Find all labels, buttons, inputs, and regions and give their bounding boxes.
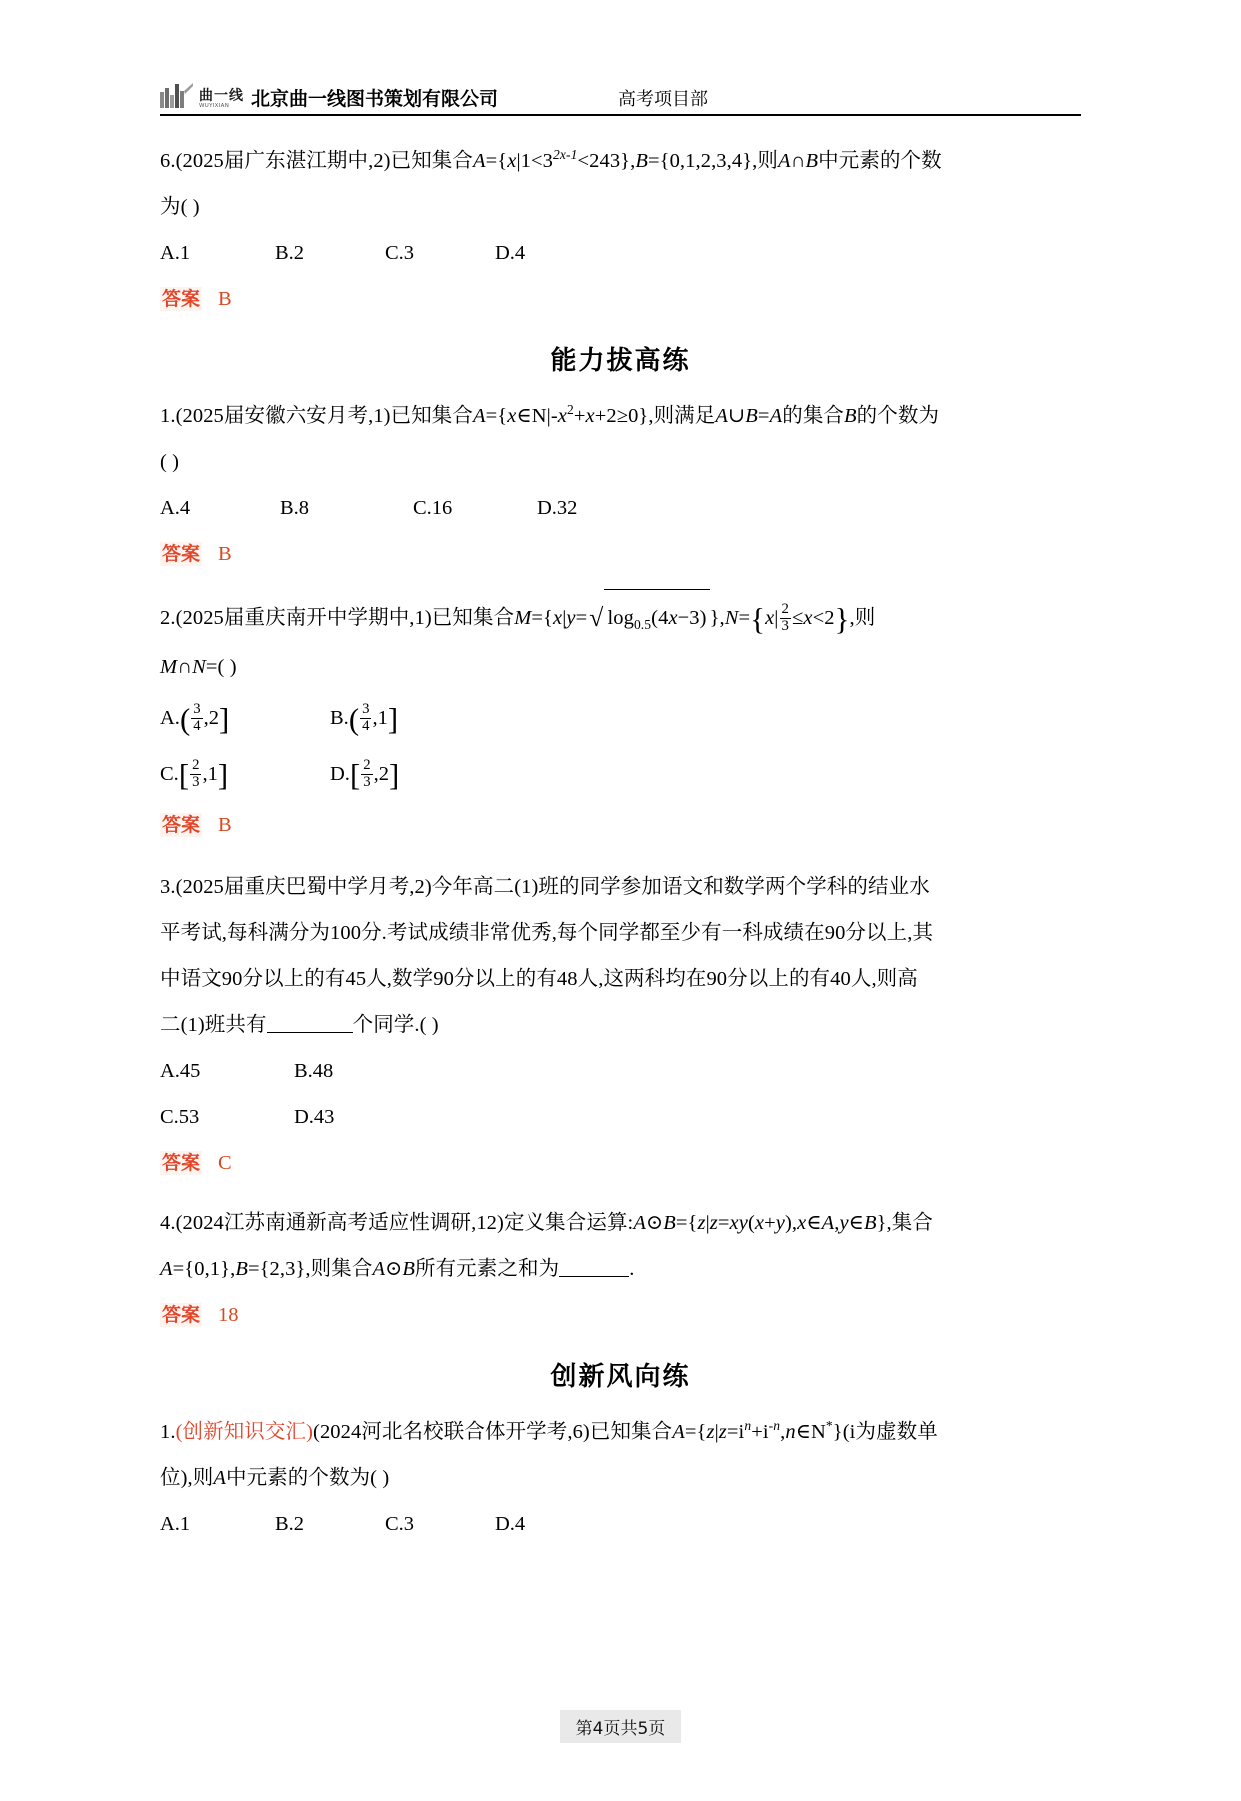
bar-chart-logo-icon bbox=[160, 82, 194, 108]
aq2-option-a-sep: , bbox=[203, 707, 209, 729]
aq2-option-d[interactable] bbox=[330, 746, 399, 802]
aq1-option-b[interactable]: B.8 bbox=[280, 497, 310, 519]
answer-value: B bbox=[218, 543, 232, 565]
iq1-exponent-neg-n: -n bbox=[768, 1418, 781, 1434]
page-number: 第4页共5页 bbox=[560, 1710, 682, 1743]
innovation-q1-options bbox=[160, 1501, 1081, 1547]
aq4-eq-g: ∈ bbox=[806, 1212, 822, 1234]
aq2-option-c-open: [ bbox=[178, 758, 190, 793]
aq2-l2-M: M bbox=[160, 656, 178, 678]
aq2-eq-b: | bbox=[562, 607, 567, 629]
aq2-stem-prefix: 2.(2025届重庆南开中学期中,1)已知集合 bbox=[160, 607, 515, 629]
aq2-log-arg-var: x bbox=[668, 607, 678, 629]
aq1-union-symbol: ∪ bbox=[728, 405, 746, 427]
aq2-option-b-close: ] bbox=[387, 702, 399, 737]
aq2-var-N: N bbox=[724, 607, 739, 629]
iq1-eq-e: , bbox=[780, 1421, 786, 1443]
ability-q2-answer bbox=[160, 802, 1081, 848]
iq1-l2-a: 位),则 bbox=[160, 1467, 214, 1489]
aq1-option-c[interactable]: C.16 bbox=[413, 497, 453, 519]
iq1-l2-b: 中元素的个数为( ) bbox=[225, 1467, 390, 1489]
iq1-option-d[interactable]: D.4 bbox=[495, 1513, 526, 1535]
ability-q1-options bbox=[160, 485, 1081, 531]
page-content bbox=[160, 116, 1081, 1547]
aq3-l4-suffix: 个同学.( ) bbox=[352, 1014, 439, 1036]
aq2-option-c[interactable] bbox=[160, 746, 330, 802]
q6-intersect-symbol: ∩ bbox=[790, 150, 806, 172]
aq1-eq-b: ∈N|- bbox=[516, 405, 558, 427]
iq1-eq-a: ={ bbox=[684, 1421, 707, 1443]
aq2-lt: < bbox=[812, 607, 825, 629]
aq2-log: log bbox=[607, 607, 634, 629]
aq1-eq-g: 的个数为 bbox=[856, 405, 940, 427]
aq4-var-y2: y bbox=[775, 1212, 785, 1234]
q6-eq-1e: 中元素的个数 bbox=[818, 150, 942, 172]
question-6-options bbox=[160, 230, 1081, 276]
aq4-var-z1: z bbox=[697, 1212, 706, 1234]
den: 3 bbox=[363, 773, 371, 790]
question-block-6 bbox=[160, 138, 1081, 322]
aq2-eq-e: = bbox=[738, 607, 751, 629]
ability-q3-options-row-2 bbox=[160, 1094, 1081, 1140]
den: 4 bbox=[193, 717, 201, 734]
aq2-var-M: M bbox=[514, 607, 532, 629]
section-heading-innovation: 创新风向练 bbox=[550, 1362, 691, 1392]
answer-label: 答案 bbox=[162, 1152, 201, 1174]
logo-wordmark bbox=[199, 89, 244, 110]
answer-label: 答案 bbox=[162, 543, 201, 565]
aq2-log-arg-pre: (4 bbox=[651, 607, 669, 629]
q6-exponent: 2x-1 bbox=[553, 147, 578, 163]
iq1-option-a[interactable]: A.1 bbox=[160, 1513, 191, 1535]
q6-var-A: A bbox=[473, 150, 486, 172]
aq2-option-a-frac bbox=[191, 702, 202, 735]
answer-value: B bbox=[218, 288, 232, 310]
page bbox=[0, 46, 1241, 1801]
q6-eq-1b: |1<3 bbox=[516, 150, 554, 172]
aq2-frac-den: 3 bbox=[781, 617, 789, 634]
q6-option-c[interactable]: C.3 bbox=[385, 242, 415, 264]
answer-value: C bbox=[218, 1152, 232, 1174]
q6-option-d[interactable]: D.4 bbox=[495, 242, 526, 264]
aq4-var-B: B bbox=[663, 1212, 676, 1234]
aq1-exponent: 2 bbox=[566, 402, 574, 418]
aq4-l2-a: ={0,1}, bbox=[172, 1258, 236, 1280]
aq2-fraction bbox=[780, 602, 791, 635]
q6-var-A2: A bbox=[777, 150, 791, 172]
ability-q1-line-2: ( ) bbox=[160, 451, 180, 473]
aq2-ineq-bound: 2 bbox=[824, 607, 835, 629]
num: 3 bbox=[362, 700, 370, 717]
aq2-eq-a: ={ bbox=[531, 607, 553, 629]
publisher-logo bbox=[160, 82, 498, 108]
ability-question-block-1 bbox=[160, 393, 1081, 577]
iq1-eq-d: +i bbox=[751, 1421, 769, 1443]
aq2-option-d-frac bbox=[361, 758, 372, 791]
ability-q2-options-row-2 bbox=[160, 746, 1081, 802]
question-6-line-1 bbox=[160, 138, 1081, 184]
ability-q3-options-row-1 bbox=[160, 1048, 1081, 1094]
aq4-l2-B: B bbox=[235, 1258, 248, 1280]
aq1-var-A: A bbox=[473, 405, 486, 427]
aq2-set-bar: | bbox=[774, 607, 779, 629]
aq2-option-b-label: B. bbox=[330, 707, 349, 729]
question-6-line-2: 为( ) bbox=[160, 196, 200, 218]
aq4-eq-a: ={ bbox=[675, 1212, 698, 1234]
iq1-var-z1: z bbox=[706, 1421, 715, 1443]
aq1-var-x2: x bbox=[557, 405, 567, 427]
aq4-stem-prefix: 4.(2024江苏南通新高考适应性调研,12)定义集合运算: bbox=[160, 1212, 634, 1234]
fill-in-blank[interactable] bbox=[559, 1258, 629, 1277]
innovation-question-block-1 bbox=[160, 1409, 1081, 1547]
aq4-eq-c: = bbox=[717, 1212, 730, 1234]
aq2-l2-N: N bbox=[192, 656, 206, 678]
aq2-option-c-label: C. bbox=[160, 763, 179, 785]
logo-wordmark-cn: 曲一线 bbox=[199, 87, 244, 104]
iq1-category-tag: (创新知识交汇) bbox=[175, 1421, 314, 1443]
ability-question-block-3 bbox=[160, 864, 1081, 1186]
q6-option-b[interactable]: B.2 bbox=[275, 242, 305, 264]
aq2-var-y: y bbox=[566, 607, 576, 629]
section-heading-ability: 能力拔高练 bbox=[550, 346, 691, 376]
aq2-option-a-open: ( bbox=[179, 702, 191, 737]
page-header bbox=[160, 46, 1081, 116]
aq3-option-a[interactable]: A.45 bbox=[160, 1060, 201, 1082]
aq1-var-B: B bbox=[745, 405, 758, 427]
aq4-eq-d: ( bbox=[747, 1212, 755, 1234]
aq2-option-c-frac bbox=[190, 758, 201, 791]
q6-option-a[interactable]: A.1 bbox=[160, 242, 191, 264]
iq1-option-c[interactable]: C.3 bbox=[385, 1513, 415, 1535]
q6-stem-prefix: 6.(2025届广东湛江期中,2)已知集合 bbox=[160, 150, 474, 172]
aq2-var-x: x bbox=[553, 607, 563, 629]
ability-q2-options-row-1 bbox=[160, 690, 1081, 746]
num: 2 bbox=[192, 756, 200, 773]
aq2-option-d-right: 2 bbox=[378, 763, 389, 785]
answer-label: 答案 bbox=[162, 1304, 201, 1326]
aq1-var-x: x bbox=[507, 405, 517, 427]
aq1-eq-c: + bbox=[573, 405, 586, 427]
aq2-sqrt bbox=[587, 589, 709, 644]
aq4-odot-symbol: ⊙ bbox=[645, 1212, 664, 1234]
aq2-option-c-close: ] bbox=[217, 758, 229, 793]
aq3-option-d[interactable]: D.43 bbox=[294, 1106, 335, 1128]
aq4-var-A: A bbox=[633, 1212, 646, 1234]
aq4-var-x1: x bbox=[729, 1212, 739, 1234]
q6-var-x: x bbox=[507, 150, 517, 172]
aq4-var-x3: x bbox=[797, 1212, 807, 1234]
aq1-eq-a: ={ bbox=[485, 405, 508, 427]
aq4-l2-A: A bbox=[160, 1258, 173, 1280]
aq2-option-d-sep: , bbox=[373, 763, 379, 785]
aq2-set-var: x bbox=[765, 607, 775, 629]
iq1-stem-prefix: (2024河北名校联合体开学考,6)已知集合 bbox=[313, 1421, 673, 1443]
iq1-l2-A: A bbox=[213, 1467, 226, 1489]
answer-label: 答案 bbox=[162, 814, 201, 836]
aq2-brace-open: { bbox=[750, 602, 766, 637]
aq2-option-a-right: 2 bbox=[208, 707, 219, 729]
aq2-leq: ≤ bbox=[792, 607, 804, 629]
aq4-eq-i: ∈ bbox=[848, 1212, 864, 1234]
aq2-l2-rest: =( ) bbox=[205, 656, 237, 678]
aq4-l2-b: ={2,3},则集合 bbox=[247, 1258, 373, 1280]
aq2-l2-intersect: ∩ bbox=[177, 656, 193, 678]
q6-eq-1c: <243}, bbox=[577, 150, 636, 172]
iq1-option-b[interactable]: B.2 bbox=[275, 1513, 305, 1535]
aq3-option-c[interactable]: C.53 bbox=[160, 1106, 200, 1128]
answer-value: B bbox=[218, 814, 232, 836]
aq1-eq-f: 的集合 bbox=[782, 405, 845, 427]
iq1-eq-f: ∈N bbox=[795, 1421, 826, 1443]
innovation-q1-line-2 bbox=[160, 1455, 1081, 1501]
ability-q3-answer bbox=[160, 1140, 1081, 1186]
iq1-eq-c: =i bbox=[726, 1421, 745, 1443]
answer-label: 答案 bbox=[162, 288, 201, 310]
ability-q4-answer bbox=[160, 1292, 1081, 1338]
ability-q4-line-2 bbox=[160, 1246, 1081, 1292]
aq4-var-x2: x bbox=[754, 1212, 765, 1234]
ability-q3-line-3: 中语文90分以上的有45人,数学90分以上的有48人,这两科均在90分以上的有40人,则高 bbox=[160, 968, 918, 990]
aq4-l2-c: 所有元素之和为 bbox=[414, 1258, 560, 1280]
ability-q3-line-2: 平考试,每科满分为100分.考试成绩非常优秀,每个同学都至少有一科成绩在90分以上,其 bbox=[160, 922, 934, 944]
innovation-q1-line-1 bbox=[160, 1409, 1081, 1455]
aq2-brace-close: } bbox=[834, 602, 850, 637]
aq4-l2-A2: A bbox=[372, 1258, 386, 1280]
aq2-eq-d: }, bbox=[709, 607, 725, 629]
aq2-option-a-close: ] bbox=[218, 702, 230, 737]
aq2-option-b-frac bbox=[360, 702, 371, 735]
aq4-var-y3: y bbox=[839, 1212, 849, 1234]
aq2-option-c-sep: , bbox=[202, 763, 208, 785]
den: 3 bbox=[192, 773, 200, 790]
num: 3 bbox=[193, 700, 201, 717]
iq1-star-superscript: * bbox=[825, 1418, 833, 1434]
q6-eq-1a: ={ bbox=[485, 150, 508, 172]
iq1-eq-b: | bbox=[714, 1421, 719, 1443]
question-6-answer bbox=[160, 276, 1081, 322]
aq4-var-A2: A bbox=[821, 1212, 835, 1234]
aq2-radicand bbox=[604, 589, 709, 644]
q6-var-B2: B bbox=[805, 150, 819, 172]
page-footer bbox=[0, 1710, 1241, 1743]
aq4-eq-e: + bbox=[764, 1212, 776, 1234]
ability-q4-line-1 bbox=[160, 1200, 1081, 1246]
iq1-var-n: n bbox=[785, 1421, 796, 1443]
department-name: 高考项目部 bbox=[618, 89, 709, 110]
aq1-stem-prefix: 1.(2025届安徽六安月考,1)已知集合 bbox=[160, 405, 474, 427]
aq2-ineq-var: x bbox=[803, 607, 813, 629]
ability-q2-line-1 bbox=[160, 589, 1081, 644]
aq4-var-B2: B bbox=[863, 1212, 877, 1234]
aq2-option-b-open: ( bbox=[348, 702, 360, 737]
aq2-option-b-sep: , bbox=[372, 707, 378, 729]
aq2-eq-c: = bbox=[575, 607, 588, 629]
aq1-var-x3: x bbox=[585, 405, 595, 427]
aq4-eq-b: | bbox=[705, 1212, 710, 1234]
aq2-option-c-right: 1 bbox=[207, 763, 218, 785]
aq2-option-b[interactable] bbox=[330, 690, 398, 746]
aq4-eq-f: ), bbox=[784, 1212, 798, 1234]
aq4-l2-period: . bbox=[629, 1258, 635, 1280]
ability-q1-line-1 bbox=[160, 393, 1081, 439]
aq2-option-a-label: A. bbox=[160, 707, 180, 729]
aq4-eq-h: , bbox=[834, 1212, 840, 1234]
ability-q2-line-2 bbox=[160, 644, 1081, 690]
aq1-eq-e: = bbox=[757, 405, 770, 427]
iq1-var-z2: z bbox=[718, 1421, 727, 1443]
aq3-option-b[interactable]: B.48 bbox=[294, 1060, 334, 1082]
aq4-l2-odot: ⊙ bbox=[385, 1258, 403, 1280]
aq4-eq-j: },集合 bbox=[876, 1212, 933, 1234]
aq2-option-d-open: [ bbox=[349, 758, 361, 793]
aq2-log-arg-post: −3) bbox=[677, 607, 707, 629]
aq1-option-d[interactable]: D.32 bbox=[537, 497, 578, 519]
aq1-option-a[interactable]: A.4 bbox=[160, 497, 191, 519]
aq1-var-B2: B bbox=[844, 405, 857, 427]
answer-value: 18 bbox=[218, 1304, 239, 1326]
radical-icon: √ bbox=[589, 603, 604, 632]
iq1-number: 1. bbox=[160, 1421, 176, 1443]
q6-var-B: B bbox=[635, 150, 648, 172]
aq2-option-d-label: D. bbox=[330, 763, 350, 785]
ability-question-block-2 bbox=[160, 589, 1081, 848]
aq1-eq-d: +2≥0},则满足 bbox=[594, 405, 716, 427]
aq4-var-y1: y bbox=[738, 1212, 748, 1234]
aq4-var-z2: z bbox=[709, 1212, 718, 1234]
iq1-eq-g: }(i为虚数单 bbox=[832, 1421, 938, 1443]
aq2-option-b-right: 1 bbox=[377, 707, 388, 729]
aq4-l2-B2: B bbox=[402, 1258, 415, 1280]
aq2-option-d-close: ] bbox=[388, 758, 400, 793]
logo-wordmark-en: WUYIXIAN bbox=[199, 102, 230, 109]
num: 2 bbox=[363, 756, 371, 773]
den: 4 bbox=[362, 717, 370, 734]
ability-q3-line-4 bbox=[160, 1002, 1081, 1048]
aq1-var-A3: A bbox=[769, 405, 783, 427]
fill-in-blank[interactable] bbox=[267, 1014, 353, 1033]
aq2-frac-num: 2 bbox=[781, 600, 789, 617]
ability-q3-line-1: 3.(2025届重庆巴蜀中学月考,2)今年高二(1)班的同学参加语文和数学两个学科的结业水 bbox=[160, 876, 930, 898]
aq2-log-base: 0.5 bbox=[633, 617, 652, 633]
iq1-exponent-n: n bbox=[744, 1418, 752, 1434]
aq1-var-A2: A bbox=[715, 405, 729, 427]
aq2-eq-f: ,则 bbox=[849, 607, 876, 629]
aq3-l4-prefix: 二(1)班共有 bbox=[160, 1014, 267, 1036]
aq2-option-a[interactable] bbox=[160, 690, 330, 746]
ability-q1-answer bbox=[160, 531, 1081, 577]
company-name: 北京曲一线图书策划有限公司 bbox=[251, 88, 499, 110]
q6-eq-1d: ={0,1,2,3,4},则 bbox=[647, 150, 778, 172]
iq1-var-A: A bbox=[672, 1421, 685, 1443]
ability-question-block-4 bbox=[160, 1200, 1081, 1338]
